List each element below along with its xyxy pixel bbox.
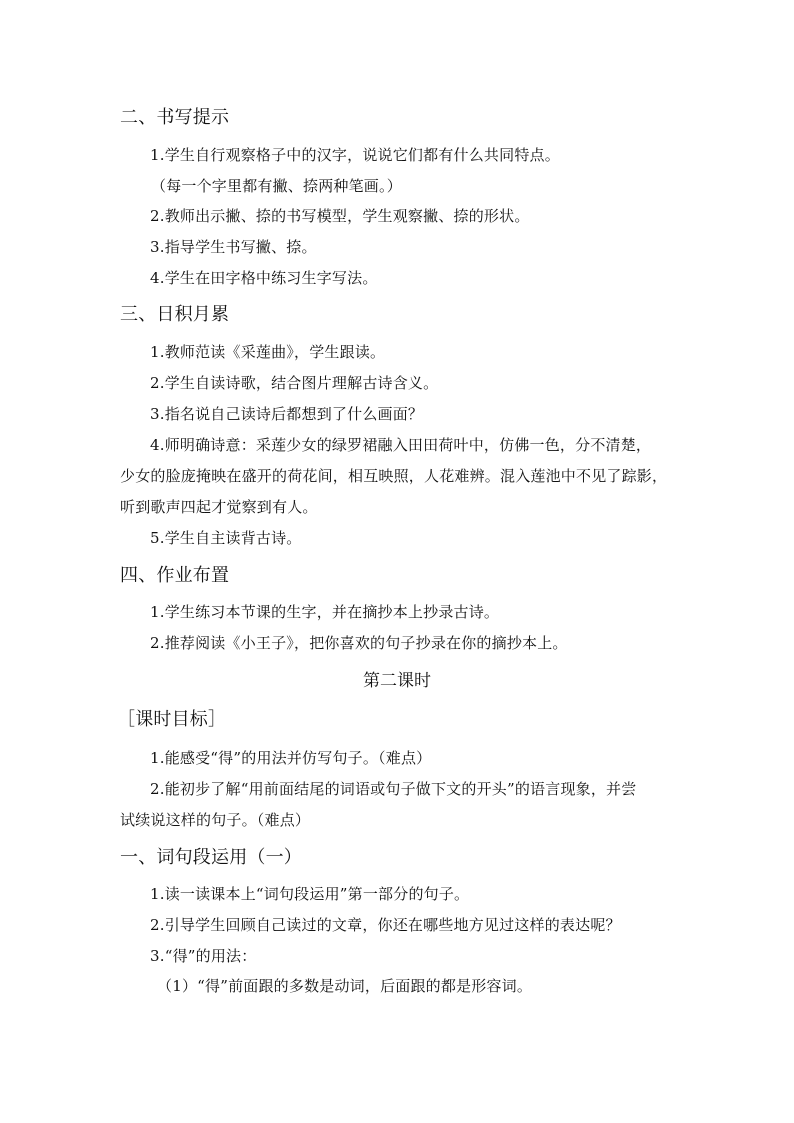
lesson-goal-1: 1.能感受“得”的用法并仿写句子。（难点） [150, 749, 432, 767]
accumulation-item-4-line-2: 少女的脸庞掩映在盛开的荷花间，相互映照，人花难辨。混入莲池中不见了踪影， [120, 467, 668, 485]
accumulation-item-4-line-3: 听到歌声四起才觉察到有人。 [120, 498, 318, 516]
accumulation-item-1: 1.教师范读《采莲曲》，学生跟读。 [150, 343, 386, 361]
usage-item-3-sub-1: （1）“得”前面跟的多数是动词，后面跟的都是形容词。 [157, 977, 533, 995]
accumulation-item-3: 3.指名说自己读诗后都想到了什么画面？ [150, 405, 424, 423]
usage-item-1: 1.读一读课本上“词句段运用”第一部分的句子。 [150, 885, 470, 903]
section-heading-accumulation: 三、日积月累 [120, 304, 230, 325]
accumulation-item-2: 2.学生自读诗歌，结合图片理解古诗含义。 [150, 374, 439, 392]
section-heading-usage: 一、词句段运用（一） [120, 847, 302, 868]
writing-note: （每一个字里都有撇、捺两种笔画。） [151, 177, 402, 195]
lesson-goal-2-line-2: 试续说这样的句子。（难点） [120, 811, 311, 829]
section-heading-homework: 四、作业布置 [120, 565, 230, 586]
writing-item-1: 1.学生自行观察格子中的汉字，说说它们都有什么共同特点。 [150, 146, 560, 164]
lesson-title: 第二课时 [363, 671, 431, 691]
writing-item-2: 2.教师出示撇、捺的书写模型，学生观察撇、捺的形状。 [150, 207, 530, 225]
accumulation-item-4-line-1: 4.师明确诗意：采莲少女的绿罗裙融入田田荷叶中，仿佛一色，分不清楚， [150, 436, 652, 454]
lesson-goal-2-line-1: 2.能初步了解“用前面结尾的词语或句子做下文的开头”的语言现象，并尝 [150, 780, 637, 798]
writing-item-3: 3.指导学生书写撇、捺。 [150, 238, 317, 256]
homework-item-1: 1.学生练习本节课的生字，并在摘抄本上抄录古诗。 [150, 603, 500, 621]
usage-item-3: 3.“得”的用法： [150, 947, 257, 965]
section-heading-writing: 二、书写提示 [120, 107, 230, 128]
writing-item-4: 4.学生在田字格中练习生字写法。 [150, 269, 378, 287]
homework-item-2: 2.推荐阅读《小王子》，把你喜欢的句子抄录在你的摘抄本上。 [150, 634, 568, 652]
accumulation-item-5: 5.学生自主读背古诗。 [150, 529, 302, 547]
lesson-goal-heading: ［课时目标］ [117, 709, 227, 730]
usage-item-2: 2.引导学生回顾自己读过的文章，你还在哪些地方见过这样的表达呢？ [150, 916, 621, 934]
